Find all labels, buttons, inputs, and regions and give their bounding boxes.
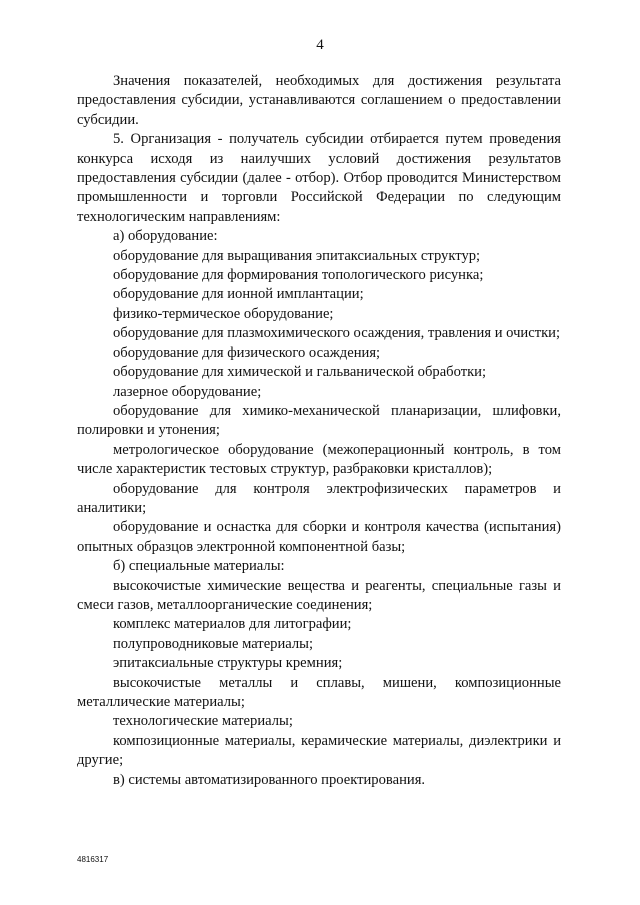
list-item: а) оборудование: (113, 228, 218, 245)
list-item: в) системы автоматизированного проектирования. (113, 771, 426, 788)
list-item: физико-термическое оборудование; (113, 305, 334, 322)
list-item: комплекс материалов для литографии; (113, 616, 352, 633)
list-item: б) специальные материалы: (113, 558, 285, 575)
list-item: оборудование и оснастка для сборки и контроля качества (испытания) опытных образцов электронной компонентной базы; (77, 519, 561, 555)
document-body (77, 72, 561, 790)
list-item: оборудование для физического осаждения; (113, 344, 381, 361)
list-item: полупроводниковые материалы; (113, 635, 314, 652)
list-item: технологические материалы; (113, 713, 293, 730)
list-item: высокочистые химические вещества и реагенты, специальные газы и смеси газов, металлоорганические соединения; (77, 577, 561, 613)
list-item: оборудование для выращивания эпитаксиальных структур; (113, 247, 481, 264)
list-item: оборудование для ионной имплантации; (113, 286, 364, 303)
list-item: эпитаксиальные структуры кремния; (113, 655, 343, 672)
paragraph: Значения показателей, необходимых для достижения результата предоставления субсидии, устанавливаются соглашением о предоставлении субсидии. (77, 73, 561, 128)
document-code: 4816317 (77, 855, 109, 864)
list-item: высокочистые металлы и сплавы, мишени, композиционные металлические материалы; (77, 674, 561, 710)
page-number: 4 (316, 37, 324, 53)
list-item: лазерное оборудование; (113, 383, 262, 400)
list-item: метрологическое оборудование (межоперационный контроль, в том числе характеристик тестовых структур, разбраковки кристаллов); (77, 441, 561, 478)
paragraph: 5. Организация - получатель субсидии отбирается путем проведения конкурса исходя из наилучших условий достижения результатов предоставления субсидии (далее - отбор). Отбор проводится Министерством промышленности и торговли Российской Федерации по следующим технологическим направлениям: (77, 131, 561, 225)
list-item: оборудование для контроля электрофизических параметров и аналитики; (77, 480, 561, 516)
list-item: композиционные материалы, керамические материалы, диэлектрики и другие; (77, 732, 561, 769)
list-item: оборудование для плазмохимического осаждения, травления и очистки; (113, 325, 561, 342)
list-item: оборудование для химической и гальванической обработки; (113, 364, 487, 381)
list-item: оборудование для формирования топологического рисунка; (113, 267, 484, 284)
list-item: оборудование для химико-механической планаризации, шлифовки, полировки и утонения; (77, 402, 561, 439)
